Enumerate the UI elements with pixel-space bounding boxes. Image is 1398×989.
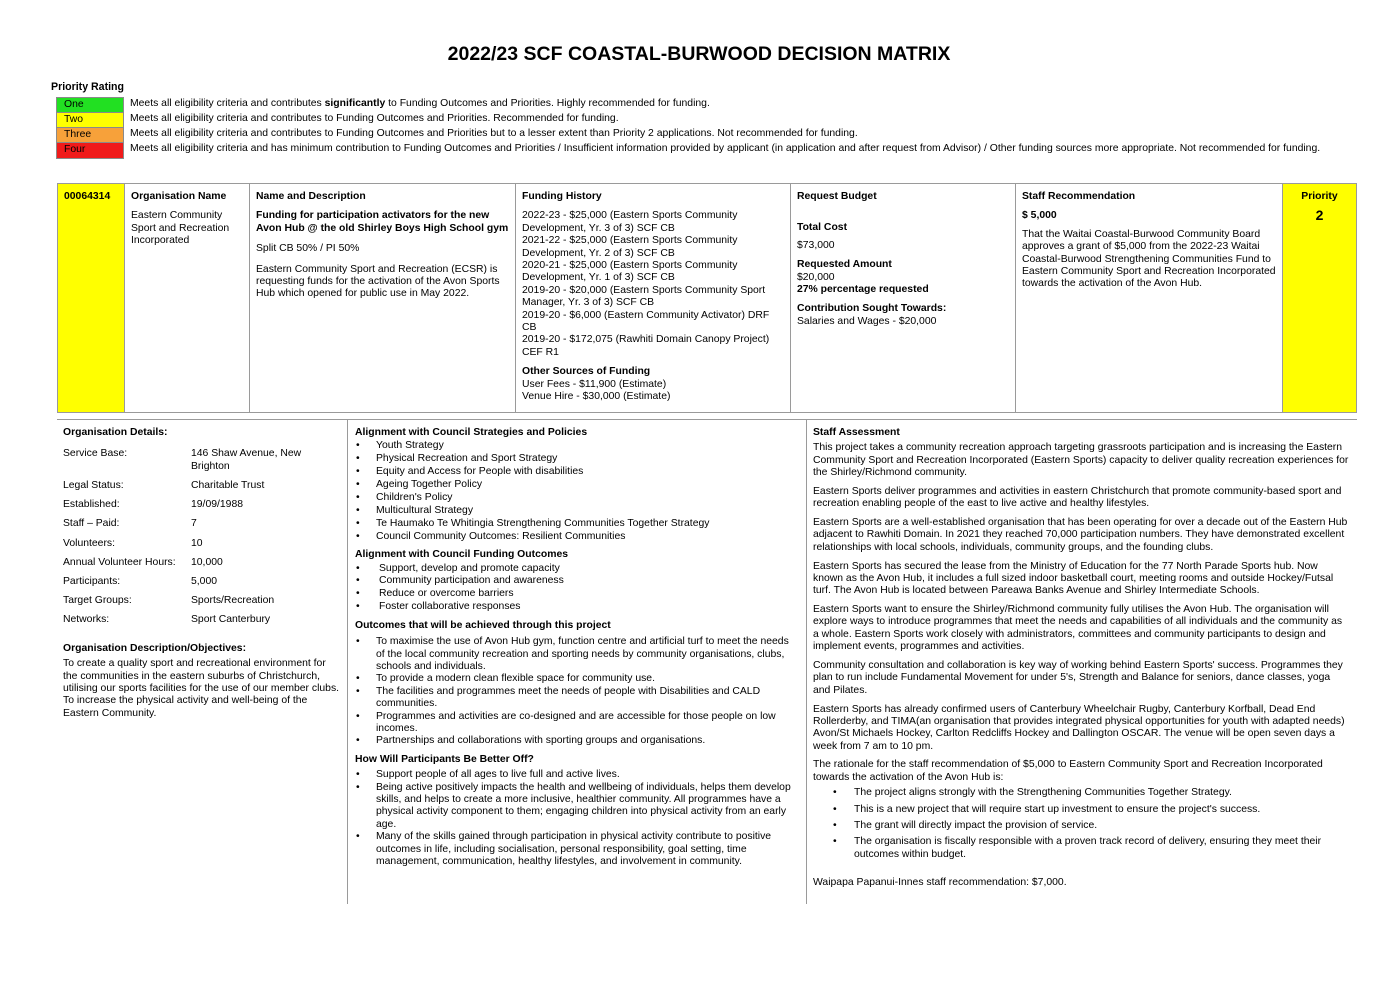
priority-swatch-one: One [56, 97, 124, 112]
list-item: • Ageing Together Policy [355, 479, 800, 491]
requested-amount-label: Requested Amount [797, 259, 892, 271]
funding-history-header: Funding History [522, 191, 602, 202]
list-item: • Multicultural Strategy [355, 505, 800, 517]
priority-desc-one [124, 97, 1326, 111]
staff-recommendation-header: Staff Recommendation [1022, 191, 1136, 202]
list-item: • Partnerships and collaborations with sporting groups and organisations. [355, 735, 800, 747]
staff-recommendation-amount: $ 5,000 [1022, 210, 1057, 222]
contribution-label: Contribution Sought Towards: [797, 303, 947, 315]
alignment-section [355, 427, 800, 868]
strategies-heading: Alignment with Council Strategies and Policies [355, 427, 588, 438]
list-item: • To maximise the use of Avon Hub gym, function centre and artificial turf to meet the needs of the local community recreation and sporting needs by community organisations, clubs, schools and individuals. [355, 636, 800, 673]
application-id: 00064314 [64, 191, 111, 202]
detail-value: Sport Canterbury [191, 614, 271, 626]
priority-value: 2 [1315, 207, 1324, 224]
list-item: • The project aligns strongly with the Strengthening Communities Together Strategy. [833, 787, 1349, 799]
list-item: • Equity and Access for People with disabilities [355, 466, 800, 478]
detail-label: Target Groups: [63, 595, 132, 607]
assessment-paragraph: Eastern Sports deliver programmes and activities in eastern Christchurch that promote community-based sport and recreation enabling people of the east to live active and healthy lifestyles. [813, 485, 1342, 510]
funding-history-item: 2022-23 - $25,000 (Eastern Sports Community Development, Yr. 3 of 3) SCF CB [522, 210, 738, 234]
list-item: • Physical Recreation and Sport Strategy [355, 453, 800, 465]
staff-assessment-heading: Staff Assessment [813, 427, 900, 438]
list-item: • Reduce or overcome barriers [355, 588, 800, 600]
organisation-name-header: Organisation Name [131, 191, 227, 202]
priority-row-one [56, 97, 1326, 112]
assessment-paragraph: Community consultation and collaboration is key way of working behind Eastern Sports' success. Programmes they plan to run include Fundamental Movement for under 5's, Strength and Balance for seniors, dance classes, yoga and Pilates. [813, 659, 1343, 696]
section-divider [57, 419, 1357, 420]
name-description-header: Name and Description [256, 191, 366, 202]
staff-recommendation-cell [1016, 184, 1283, 412]
assessment-paragraph: This project takes a community recreation approach targeting grassroots participation and is increasing the Eastern Community Sport and Recreation Incorporated (Eastern Sports) capacity to deliver quality recreation experiences for the Shirley/Richmond community. [813, 442, 1349, 479]
staff-recommendation-text: That the Waitai Coastal-Burwood Community Board approves a grant of $5,000 from the 2022-23 Waitai Coastal-Burwood Strengthening Communities Fund to Eastern Community Sport and Recreation Incorporated towards the activation of the Avon Hub. [1022, 228, 1276, 290]
detail-value: 19/09/1988 [191, 499, 244, 511]
list-item: • The facilities and programmes meet the needs of people with Disabilities and CALD communities. [355, 686, 800, 711]
assessment-paragraph: The rationale for the staff recommendation of $5,000 to Eastern Community Sport and Recreation Incorporated towards the activation of the Avon Hub is: [813, 759, 1323, 783]
detail-label: Legal Status: [63, 480, 124, 492]
detail-row [63, 538, 341, 550]
request-budget-cell [791, 184, 1016, 412]
rationale-list [833, 787, 1349, 861]
detail-row [63, 576, 341, 588]
total-cost-value: $73,000 [797, 239, 835, 251]
list-item: • Community participation and awareness [355, 575, 800, 587]
detail-value: 10,000 [191, 556, 223, 568]
funding-history-cell [516, 184, 791, 412]
detail-label: Participants: [63, 576, 121, 588]
list-item: • Programmes and activities are co-designed and are accessible for those people on low incomes. [355, 711, 800, 736]
priority-desc-text: Meets all eligibility criteria and contributes [130, 98, 325, 109]
detail-row [63, 614, 341, 626]
priority-row-four [56, 142, 1326, 159]
strategies-list [355, 440, 800, 543]
detail-label: Annual Volunteer Hours: [63, 556, 176, 568]
better-off-heading: How Will Participants Be Better Off? [355, 753, 534, 765]
funding-outcomes-list [355, 563, 800, 614]
other-source-item: User Fees - $11,900 (Estimate) [522, 378, 667, 390]
staff-assessment-section [813, 427, 1349, 890]
detail-value: Charitable Trust [191, 480, 265, 492]
list-item: • Council Community Outcomes: Resilient Communities [355, 531, 800, 543]
organisation-description-heading: Organisation Description/Objectives: [63, 642, 247, 654]
priority-row-two [56, 112, 1326, 127]
list-item: • Children's Policy [355, 492, 800, 504]
organisation-name: Eastern Community Sport and Recreation Incorporated [131, 210, 230, 247]
organisation-details-heading: Organisation Details: [63, 427, 168, 438]
contribution-value: Salaries and Wages - $20,000 [797, 315, 937, 327]
priority-desc-emphasis: significantly [324, 98, 386, 109]
list-item: • Being active positively impacts the health and wellbeing of individuals, helps them develop skills, and helps to create a more inclusive, healthier community. All programmes have a physical activity component to them; engaging children into physical activity from an early age. [355, 782, 800, 832]
funding-split: Split CB 50% / PI 50% [256, 243, 360, 255]
list-item: • Te Haumako Te Whitingia Strengthening Communities Together Strategy [355, 518, 800, 530]
assessment-footnote: Waipapa Papanui-Innes staff recommendation: $7,000. [813, 877, 1067, 889]
achieved-outcomes-list [355, 636, 800, 748]
application-table [57, 183, 1357, 413]
list-item: • Support, develop and promote capacity [355, 563, 800, 575]
funding-history-item: 2019-20 - $172,075 (Rawhiti Domain Canopy Project) CEF R1 [522, 334, 770, 358]
detail-row [63, 595, 341, 607]
detail-value: Sports/Recreation [191, 595, 275, 607]
assessment-paragraph: Eastern Sports are a well-established organisation that has been operating for over a decade out of the Eastern Hub adjacent to Rawhiti Domain. In 2021 they reached 70,000 participation numbers. They have demonstrated excellent relationships with local schools, individuals, community groups, and the founding clubs. [813, 517, 1348, 553]
priority-cell [1283, 184, 1356, 412]
list-item: • Foster collaborative responses [355, 601, 800, 613]
priority-rating-heading: Priority Rating [51, 81, 124, 93]
project-description: Eastern Community Sport and Recreation (ECSR) is requesting funds for the activation of the Avon Sports Hub which opened for public use in May 2022. [256, 263, 500, 300]
funding-history-item: 2019-20 - $20,000 (Eastern Sports Community Sport Manager, Yr. 3 of 3) SCF CB [522, 284, 766, 309]
detail-row [63, 518, 341, 530]
priority-desc-text: to Funding Outcomes and Priorities. Highly recommended for funding. [385, 98, 710, 109]
name-description-cell [250, 184, 516, 412]
detail-value: 5,000 [191, 576, 218, 588]
detail-label: Established: [63, 499, 120, 511]
list-item: • The grant will directly impact the provision of service. [833, 820, 1349, 832]
priority-swatch-two: Two [56, 112, 124, 127]
detail-value: 10 [191, 537, 203, 549]
detail-row [63, 557, 341, 569]
application-id-cell [58, 184, 125, 412]
total-cost-label: Total Cost [797, 222, 848, 234]
detail-label: Volunteers: [63, 537, 115, 549]
requested-amount-value: $20,000 [797, 271, 835, 283]
detail-row [63, 480, 341, 492]
list-item: • Youth Strategy [355, 440, 800, 452]
organisation-cell [125, 184, 250, 412]
organisation-details-section [63, 427, 341, 720]
list-item: • Many of the skills gained through participation in physical activity contribute to positive outcomes in life, including socialisation, personal responsibility, goal setting, time management, communication, healthy lifestyles, and involvement in community. [355, 831, 800, 868]
priority-desc-four: Meets all eligibility criteria and has minimum contribution to Funding Outcomes and Priorities / Insufficient information provided by applicant (in application and after request from Advisor) / Other funding sources more appropriate. Not recommended for funding. [130, 143, 1321, 154]
funding-history-item: 2019-20 - $6,000 (Eastern Community Activator) DRF CB [522, 309, 770, 334]
other-sources-header: Other Sources of Funding [522, 366, 651, 378]
priority-header: Priority [1301, 191, 1338, 202]
assessment-paragraph: Eastern Sports has secured the lease from the Ministry of Education for the 77 North Parade Sports hub. Now known as the Avon Hub, it includes a full sized indoor basketball court, meeting rooms and outside Hockey/Futsal turf. The Avon Hub is located between Pareawa Banks Avenue and Shirley Intermediate Schools. [813, 560, 1334, 597]
funding-history-item: 2020-21 - $25,000 (Eastern Sports Community Development, Yr. 1 of 3) SCF CB [522, 260, 738, 284]
percentage-requested: 27% percentage requested [797, 284, 929, 296]
priority-swatch-three: Three [56, 127, 124, 142]
list-item: • The organisation is fiscally responsible with a proven track record of delivery, ensuring they meet their outcomes within budget. [833, 836, 1349, 861]
assessment-paragraph: Eastern Sports want to ensure the Shirley/Richmond community fully utilises the Avon Hub. The organisation will explore ways to introduce programmes that meet the needs and capabilities of all individuals and the community as a whole. Eastern Sports work closely with administrators, committees and community participants to design and implement events, programmes and activities. [813, 604, 1343, 653]
achieved-outcomes-heading: Outcomes that will be achieved through this project [355, 619, 611, 631]
detail-row [63, 499, 341, 511]
priority-swatch-four: Four [56, 142, 124, 159]
funding-outcomes-heading: Alignment with Council Funding Outcomes [355, 549, 568, 561]
page-title: 2022/23 SCF COASTAL-BURWOOD DECISION MATRIX [447, 43, 951, 65]
list-item: • Support people of all ages to live full and active lives. [355, 769, 800, 781]
detail-value: 7 [191, 518, 197, 530]
priority-rating-legend [56, 97, 1326, 159]
funding-history-item: 2021-22 - $25,000 (Eastern Sports Community Development, Yr. 2 of 3) SCF CB [522, 235, 738, 259]
other-source-item: Venue Hire - $30,000 (Estimate) [522, 391, 671, 403]
detail-row [63, 448, 341, 473]
list-item: • To provide a modern clean flexible space for community use. [355, 673, 800, 685]
detail-value: 146 Shaw Avenue, New Brighton [191, 448, 302, 472]
priority-desc-two: Meets all eligibility criteria and contributes to Funding Outcomes and Priorities. Recommended for funding. [130, 113, 619, 124]
organisation-description-text: To create a quality sport and recreational environment for the communities in the eastern suburbs of Christchurch, utilising our sports facilities for the use of our member clubs. To increase the physical activity and well-being of the Eastern Community. [63, 658, 340, 719]
priority-row-three [56, 127, 1326, 142]
detail-label: Networks: [63, 614, 110, 626]
column-divider [347, 420, 348, 904]
column-divider [806, 420, 807, 904]
project-title: Funding for participation activators for the new Avon Hub @ the old Shirley Boys High School gym [256, 210, 509, 234]
detail-label: Service Base: [63, 448, 128, 460]
priority-desc-three: Meets all eligibility criteria and contributes to Funding Outcomes and Priorities but to a lesser extent than Priority 2 applications. Not recommended for funding. [130, 128, 858, 139]
request-budget-header: Request Budget [797, 191, 877, 202]
assessment-paragraph: Eastern Sports has already confirmed users of Canterbury Wheelchair Rugby, Canterbury Korfball, Dead End Rollerderby, and TIMA(an organisation that provides integrated physical opportunities for youth with adapted needs) Avon/St Michaels Hockey, Carlton Redcliffs Hockey and Dallington OSCAR. The venue will be open seven days a week from 7 am to 10 pm. [813, 703, 1345, 752]
better-off-list [355, 769, 800, 868]
list-item: • This is a new project that will require start up investment to ensure the project's success. [833, 804, 1349, 816]
detail-label: Staff – Paid: [63, 518, 120, 530]
